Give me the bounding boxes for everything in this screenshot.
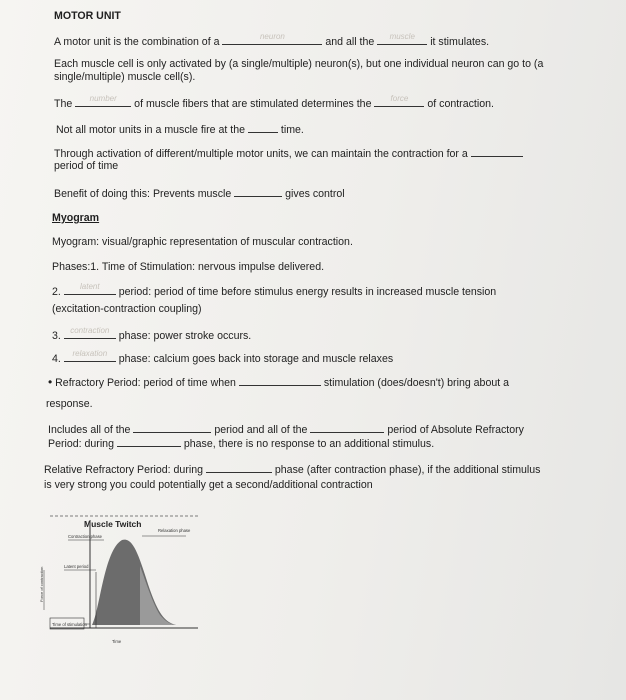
activation-duration-cont: period of time [54, 160, 119, 172]
relaxation-label: Relaxation phase [158, 528, 191, 533]
blank-6[interactable] [471, 146, 523, 157]
activation-line-1: Each muscle cell is only activated by (a single/multiple) neuron(s), but one individual neuron can go to (a [54, 58, 544, 70]
motor-unit-definition: A motor unit is the combination of a neuron and all the muscle it stimulates. [54, 32, 490, 48]
page-title: MOTOR UNIT [54, 10, 121, 22]
phase-3: 3. contraction phase: power stroke occurs. [52, 326, 252, 342]
activation-line-2: single/multiple) muscle cell(s). [54, 71, 196, 83]
blank-10[interactable]: relaxation [64, 351, 116, 362]
blank-14[interactable] [117, 436, 181, 447]
myogram-heading: Myogram [52, 212, 100, 224]
stimulation-label: Time of stimulation [52, 622, 87, 627]
myogram-definition: Myogram: visual/graphic representation of muscular contraction. [52, 236, 353, 248]
phase-2-cont: (excitation-contraction coupling) [52, 303, 202, 315]
blank-1[interactable]: neuron [222, 34, 322, 45]
muscle-twitch-diagram [30, 510, 230, 650]
blank-4[interactable]: force [374, 96, 424, 107]
blank-5[interactable] [248, 122, 278, 133]
refractory-line: • Refractory Period: period of time when stimulation (does/doesn't) bring about a [48, 375, 510, 389]
refractory-cont: response. [46, 398, 93, 410]
blank-2[interactable]: muscle [377, 34, 427, 45]
relative-line: Relative Refractory Period: during phase (after contraction phase), if the additional stimulus [44, 464, 541, 476]
blank-15[interactable] [206, 462, 272, 473]
relative-cont: is very strong you could potentially get a second/additional contraction [44, 479, 373, 491]
blank-8[interactable]: latent [64, 284, 116, 295]
fire-time-line: Not all motor units in a muscle fire at the time. [56, 124, 304, 136]
blank-13[interactable] [310, 422, 384, 433]
blank-11[interactable] [239, 375, 321, 386]
absolute-line: Includes all of the period and all of the period of Absolute Refractory [48, 424, 524, 436]
blank-3[interactable]: number [75, 96, 131, 107]
contraction-curve [92, 540, 176, 625]
absolute-cont: Period: during phase, there is no response to an additional stimulus. [48, 438, 435, 450]
blank-7[interactable] [234, 186, 282, 197]
phase-4: 4. relaxation phase: calcium goes back into storage and muscle relaxes [52, 349, 394, 365]
activation-duration-line: Through activation of different/multiple motor units, we can maintain the contraction for a [54, 146, 523, 161]
y-axis-label: Force of contraction [39, 566, 44, 602]
phase-2: 2. latent period: period of time before stimulus energy results in increased muscle tension [52, 282, 497, 298]
phase-1: Phases:1. Time of Stimulation: nervous impulse delivered. [52, 261, 325, 273]
relaxation-area [140, 566, 176, 625]
chart-title: Muscle Twitch [84, 519, 142, 529]
fiber-count-line: The number of muscle fibers that are stimulated determines the force of contraction. [54, 94, 494, 110]
contraction-label: Contraction phase [68, 534, 102, 539]
latent-label: Latent period [64, 564, 89, 569]
blank-12[interactable] [133, 422, 211, 433]
benefit-line: Benefit of doing this: Prevents muscle gives control [54, 188, 345, 200]
blank-9[interactable]: contraction [64, 328, 116, 339]
x-axis-label: Time [112, 639, 122, 644]
